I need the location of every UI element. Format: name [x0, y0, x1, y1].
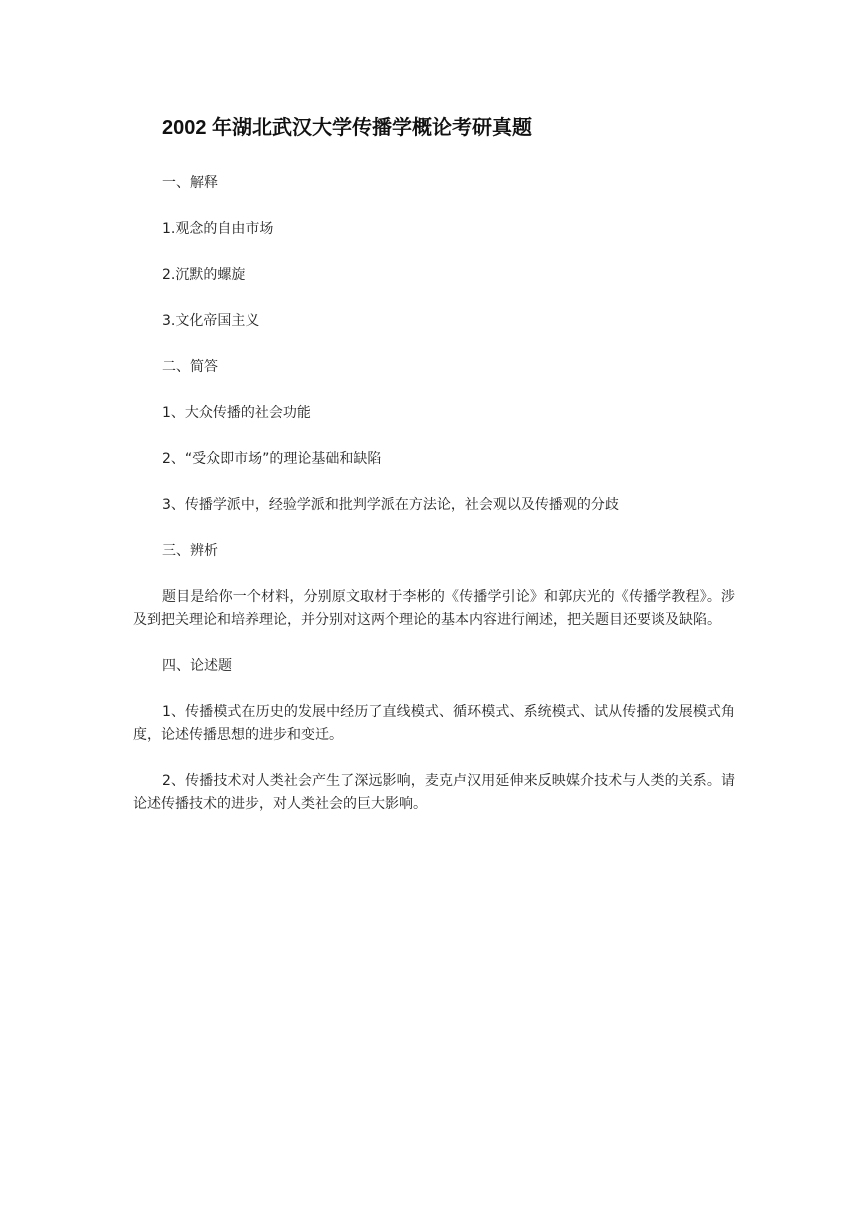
question-paragraph: 2、传播技术对人类社会产生了深远影响，麦克卢汉用延伸来反映媒介技术与人类的关系。请论述传播技术的进步，对人类社会的巨大影响。 — [133, 773, 735, 812]
question-item: 1.观念的自由市场 — [162, 221, 274, 237]
section-heading: 四、论述题 — [162, 658, 232, 674]
document-body — [133, 112, 735, 816]
section-heading: 三、辨析 — [162, 543, 218, 559]
question-item: 1、大众传播的社会功能 — [162, 405, 311, 421]
question-item: 2、“受众即市场”的理论基础和缺陷 — [162, 451, 382, 467]
section-heading: 二、简答 — [162, 359, 218, 375]
question-paragraph: 1、传播模式在历史的发展中经历了直线模式、循环模式、系统模式、试从传播的发展模式角度，论述传播思想的进步和变迁。 — [133, 704, 735, 743]
question-item: 2.沉默的螺旋 — [162, 267, 246, 283]
question-item: 3.文化帝国主义 — [162, 313, 260, 329]
question-paragraph: 题目是给你一个材料，分别原文取材于李彬的《传播学引论》和郭庆光的《传播学教程》。涉及到把关理论和培养理论，并分别对这两个理论的基本内容进行阐述，把关题目还要谈及缺陷。 — [133, 589, 735, 628]
page-title: 2002 年湖北武汉大学传播学概论考研真题 — [162, 117, 533, 139]
question-item: 3、传播学派中，经验学派和批判学派在方法论，社会观以及传播观的分歧 — [162, 497, 619, 513]
section-heading: 一、解释 — [162, 175, 218, 191]
